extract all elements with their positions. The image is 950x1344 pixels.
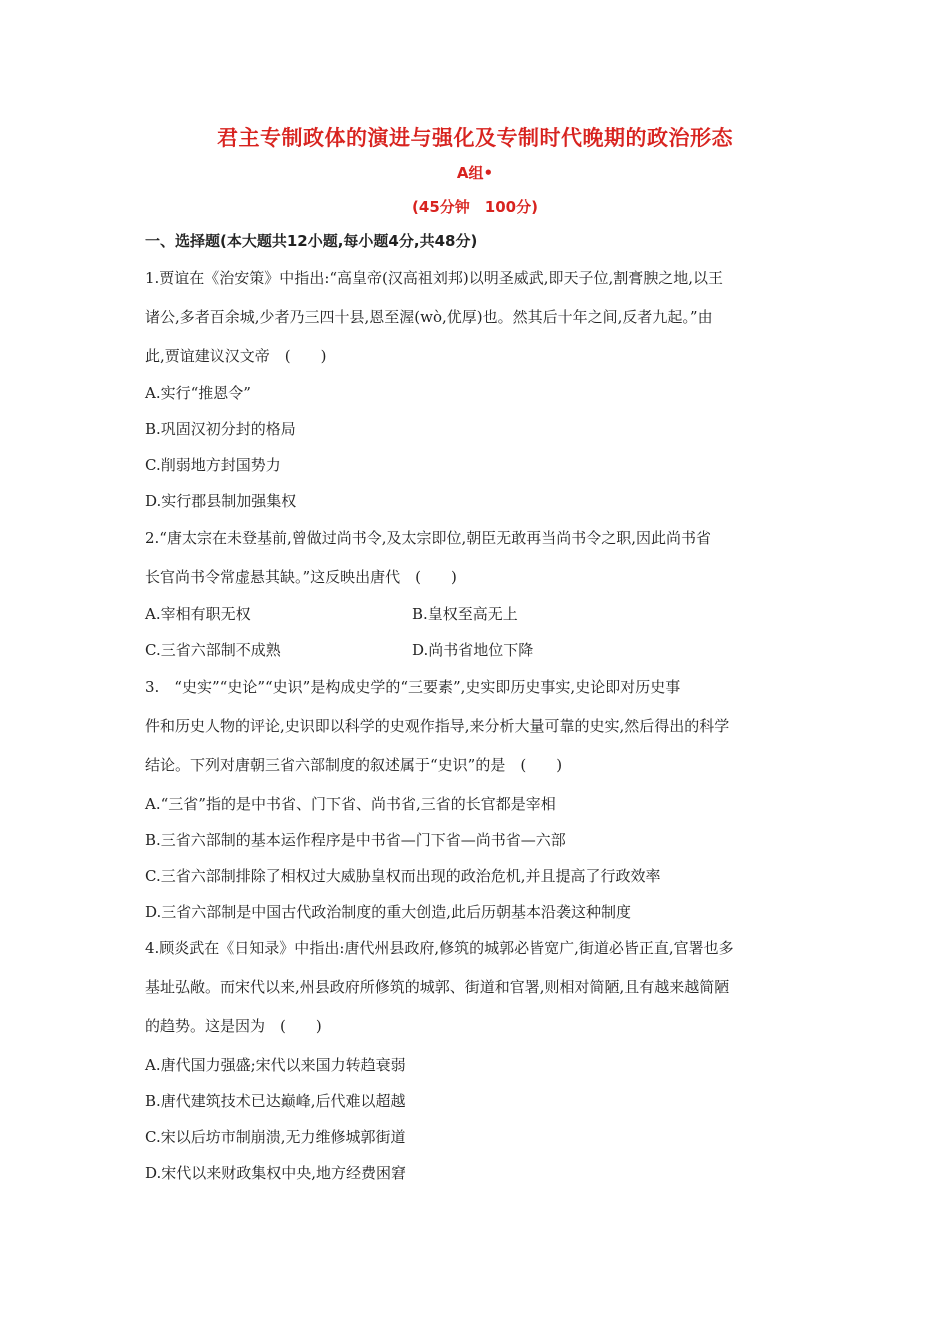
time-score-label: (45分钟 100分) (412, 198, 538, 216)
question-1-option-b: B.巩固汉初分封的格局 (145, 420, 296, 438)
question-2-line-1: 2.“唐太宗在未登基前,曾做过尚书令,及太宗即位,朝臣无敢再当尚书令之职,因此尚书省 (145, 529, 712, 547)
question-3-option-a: A.“三省”指的是中书省、门下省、尚书省,三省的长官都是宰相 (145, 795, 556, 813)
question-1-option-c: C.削弱地方封国势力 (145, 456, 281, 474)
question-3-option-d: D.三省六部制是中国古代政治制度的重大创造,此后历朝基本沿袭这种制度 (145, 903, 632, 921)
question-3-line-3: 结论。下列对唐朝三省六部制度的叙述属于“史识”的是 ( ) (145, 756, 563, 774)
question-2-option-b: B.皇权至高无上 (412, 605, 518, 623)
question-2-option-a: A.宰相有职无权 (145, 605, 251, 623)
question-1-option-d: D.实行郡县制加强集权 (145, 492, 297, 510)
question-1-line-3: 此,贾谊建议汉文帝 ( ) (145, 347, 327, 365)
question-2-option-c: C.三省六部制不成熟 (145, 641, 281, 659)
question-1-line-1: 1.贾谊在《治安策》中指出:“高皇帝(汉高祖刘邦)以明圣威武,即天子位,割膏腴之地,以王 (145, 269, 724, 287)
question-3-option-c: C.三省六部制排除了相权过大威胁皇权而出现的政治危机,并且提高了行政效率 (145, 867, 661, 885)
question-3-option-b: B.三省六部制的基本运作程序是中书省—门下省—尚书省—六部 (145, 831, 566, 849)
question-4-option-d: D.宋代以来财政集权中央,地方经费困窘 (145, 1164, 407, 1182)
question-4-line-2: 基址弘敞。而宋代以来,州县政府所修筑的城郭、街道和官署,则相对简陋,且有越来越简陋 (145, 978, 730, 996)
question-4-option-c: C.宋以后坊市制崩溃,无力维修城郭街道 (145, 1128, 406, 1146)
question-4-option-b: B.唐代建筑技术已达巅峰,后代难以超越 (145, 1092, 406, 1110)
group-label: A组• (456, 164, 494, 182)
question-3-line-1: 3. “史实”“史论”“史识”是构成史学的“三要素”,史实即历史事实,史论即对历史事 (145, 678, 681, 696)
question-3-line-2: 件和历史人物的评论,史识即以科学的史观作指导,来分析大量可靠的史实,然后得出的科学 (145, 717, 730, 735)
question-1-line-2: 诸公,多者百余城,少者乃三四十县,恩至渥(wò,优厚)也。然其后十年之间,反者九起。”由 (145, 308, 713, 326)
question-2-option-d: D.尚书省地位下降 (412, 641, 534, 659)
question-4-line-3: 的趋势。这是因为 ( ) (145, 1017, 322, 1035)
question-4-line-1: 4.顾炎武在《日知录》中指出:唐代州县政府,修筑的城郭必皆宽广,街道必皆正直,官署也多 (145, 939, 734, 957)
page-title: 君主专制政体的演进与强化及专制时代晚期的政治形态 (217, 126, 733, 150)
question-4-option-a: A.唐代国力强盛;宋代以来国力转趋衰弱 (145, 1056, 406, 1074)
question-2-line-2: 长官尚书令常虚悬其缺。”这反映出唐代 ( ) (145, 568, 457, 586)
section-heading: 一、选择题(本大题共12小题,每小题4分,共48分) (145, 232, 478, 250)
question-1-option-a: A.实行“推恩令” (145, 384, 251, 402)
